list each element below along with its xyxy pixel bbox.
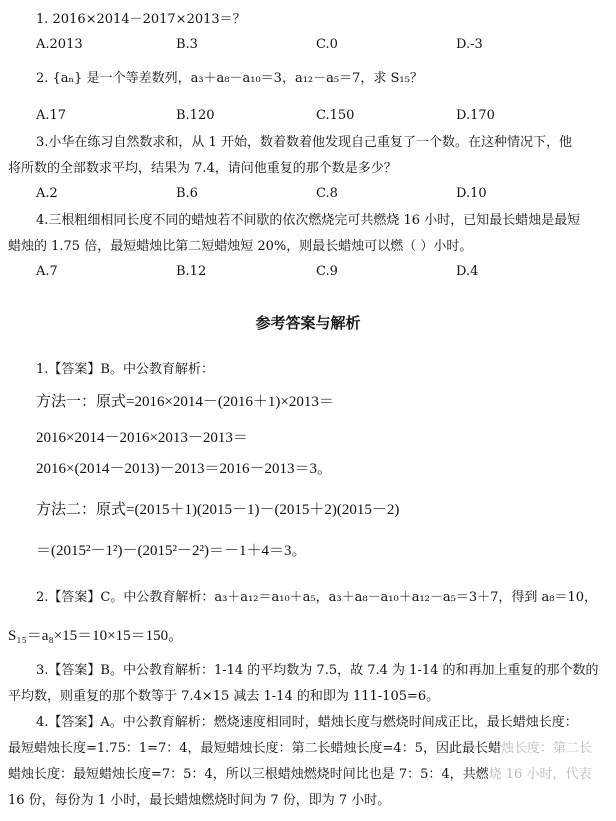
- answers-title: 参考答案与解析: [255, 314, 361, 332]
- question-4-options: [36, 264, 596, 279]
- option-b: B.12: [176, 264, 207, 279]
- question-3-line-2: 将所数的全部数求平均，结果为 7.4，请问他重复的那个数是多少？: [8, 161, 397, 176]
- answer-3-line-2: 平均数，则重复的那个数等于 7.4×15 减去 1-14 的和即为 111-105=6。: [8, 689, 440, 704]
- question-1-options: [36, 37, 596, 52]
- question-2-options: [36, 108, 596, 123]
- answer-1-heading: 1.【答案】B。中公教育解析：: [36, 362, 214, 377]
- question-1: 1. 2016×2014－2017×2013＝？: [36, 12, 246, 27]
- answer-1-method-2-line-2: ＝(2015²－1²)－(2015²－2²)＝－1＋4＝3。: [36, 543, 307, 559]
- question-2: 2. {aₙ} 是一个等差数列，a₃＋a₈－a₁₀＝3，a₁₂－a₅＝7，求 S₁₅？: [36, 71, 423, 86]
- answer-4-line-2-text: 最短蜡烛长度=1.75：1=7：4，最短蜡烛长度：第二长蜡烛长度=4：5，因此最长蜡: [8, 741, 501, 756]
- answer-4-line-3: [8, 766, 591, 784]
- option-c: C.0: [316, 37, 338, 52]
- answer-1-method-1-line-2: 2016×2014－2016×2013－2013＝: [36, 430, 248, 446]
- answer-4-line-2-faded-text: 烛长度：第二长: [500, 741, 592, 756]
- option-d: D.-3: [456, 37, 483, 52]
- option-a: A.2: [36, 186, 58, 201]
- option-c: C.150: [316, 108, 355, 123]
- answer-1-method-1: 方法一：原式=2016×2014－(2016＋1)×2013＝: [36, 394, 334, 410]
- answer-4-line-2: [8, 740, 592, 758]
- answer-2-line-1: 2.【答案】C。中公教育解析：a₃＋a₁₂＝a₁₀＋a₅，a₃＋a₈－a₁₀＋a₁₂－a₅＝3＋7，得到 a₈＝10，: [36, 590, 598, 605]
- question-4-line-1: 4.三根粗细相同长度不同的蜡烛若不间歇的依次燃烧完可共燃烧 16 小时，已知最长蜡烛是最短: [36, 213, 581, 228]
- option-c: C.9: [316, 264, 338, 279]
- answer-1-method-2: 方法二：原式=(2015＋1)(2015－1)－(2015＋2)(2015－2): [36, 502, 400, 518]
- answer-2-line-2: S₁₅＝a₈×15＝10×15＝150。: [8, 628, 184, 644]
- answer-4-line-3-faded-text: 烧 16 小时，代表: [488, 767, 592, 782]
- option-d: D.4: [456, 264, 479, 279]
- question-4-line-2: 蜡烛的 1.75 倍，最短蜡烛比第二短蜡烛短 20%，则最长蜡烛可以燃（ ）小时。: [8, 239, 473, 254]
- answer-1-method-1-line-3: 2016×(2014－2013)－2013＝2016－2013＝3。: [36, 461, 332, 477]
- option-a: A.2013: [36, 37, 83, 52]
- option-b: B.6: [176, 186, 198, 201]
- answer-4-line-4: 16 份，每份为 1 小时，最长蜡烛燃烧时间为 7 份，即为 7 小时。: [8, 793, 391, 808]
- option-d: D.10: [456, 186, 487, 201]
- option-b: B.120: [176, 108, 215, 123]
- answer-3-line-1: 3.【答案】B。中公教育解析：1-14 的平均数为 7.5，故 7.4 为 1-14 的和再加上重复的那个数的: [36, 663, 599, 678]
- option-c: C.8: [316, 186, 338, 201]
- question-3-options: [36, 186, 596, 201]
- option-d: D.170: [456, 108, 495, 123]
- answer-4-line-1: 4.【答案】A。中公教育解析：燃烧速度相同时，蜡烛长度与燃烧时间成正比，最长蜡烛长度：: [36, 715, 578, 730]
- option-b: B.3: [176, 37, 198, 52]
- option-a: A.17: [36, 108, 67, 123]
- question-3-line-1: 3.小华在练习自然数求和，从 1 开始，数着数着他发现自己重复了一个数。在这种情况下，他: [36, 135, 572, 150]
- option-a: A.7: [36, 264, 58, 279]
- answer-4-line-3-text: 蜡烛长度：最短蜡烛长度=7：5：4，所以三根蜡烛燃烧时间比也是 7：5：4，共燃: [8, 767, 489, 782]
